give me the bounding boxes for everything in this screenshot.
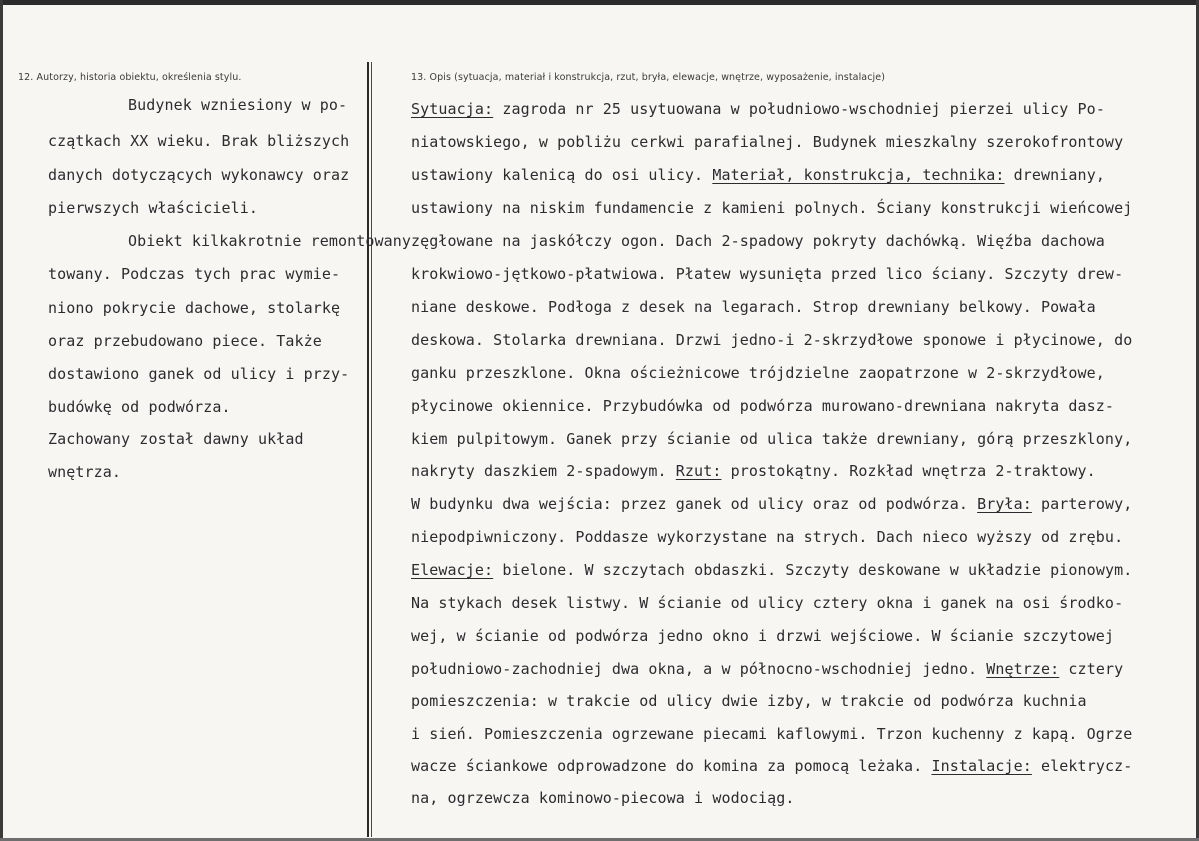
right-line-15 [411,561,1132,579]
right-line-18 [411,660,1123,678]
right-line-16: Na stykach desek listwy. W ścianie od ulicy cztery okna i ganek na osi środko- [411,594,1124,612]
text-line-12b: prostokątny. Rozkład wnętrza 2-traktowy. [721,462,1096,480]
text-line-15b: bielone. W szczytach obdaszki. Szczyty deskowane w układzie pionowym. [493,561,1133,579]
text-line-21b: elektrycz- [1031,757,1133,775]
page-edge-left [0,0,3,841]
section-12-label: 12. Autorzy, historia obiektu, określenia stylu. [18,72,242,83]
left-line-7: niono pokrycie dachowe, stolarkę [48,299,341,317]
heading-rzut: Rzut: [675,462,722,480]
column-divider-inner [371,62,372,837]
left-line-2: czątkach XX wieku. Brak bliższych [48,132,350,150]
left-line-11: Zachowany został dawny układ [48,430,304,448]
heading-elewacje: Elewacje: [411,561,494,579]
text-line-3b: drewniany, [1004,166,1105,184]
right-line-19: pomieszczenia: w trakcie od ulicy dwie izby, w trakcie od podwórza kuchnia [411,692,1087,710]
right-line-12 [411,462,1096,480]
heading-bryla: Bryła: [977,495,1032,513]
text-line-13b: parterowy, [1031,495,1133,513]
right-line-9: ganku przeszklone. Okna ościeżnicowe trójdzielne zaopatrzone w 2-skrzydłowe, [411,364,1105,382]
left-line-10: budówkę od podwórza. [48,398,231,416]
text-line-12a: nakryty daszkiem 2-spadowym. [411,462,676,480]
section-13-label: 13. Opis (sytuacja, materiał i konstrukcja, rzut, bryła, elewacje, wnętrze, wyposażenie, instalacje) [411,72,886,83]
heading-sytuacja: Sytuacja: [411,100,494,118]
text-line-18b: cztery [1059,660,1124,678]
right-line-3 [411,166,1105,184]
right-line-17: wej, w ścianie od podwórza jedno okno i drzwi wejściowe. W ścianie szczytowej [411,627,1115,645]
right-line-4: ustawiony na niskim fundamencie z kamieni polnych. Ściany konstrukcji wieńcowej [411,199,1133,217]
text-line-3a: ustawiony kalenicą do osi ulicy. [411,166,713,184]
right-line-11: kiem pulpitowym. Ganek przy ścianie od ulica także drewniany, górą przeszklony, [411,430,1133,448]
right-line-10: płycinowe okiennice. Przybudówka od podwórza murowano-drewniana nakryta dasz- [411,397,1115,415]
right-line-5: zęgłowane na jaskółczy ogon. Dach 2-spadowy pokryty dachówką. Więźba dachowa [411,232,1105,250]
left-line-6: towany. Podczas tych prac wymie- [48,265,341,283]
right-line-20: i sień. Pomieszczenia ogrzewane piecami kaflowymi. Trzon kuchenny z kapą. Ogrze [411,725,1133,743]
right-line-14: niepodpiwniczony. Poddasze wykorzystane na strych. Dach nieco wyższy od zrębu. [411,528,1124,546]
right-line-13 [411,495,1132,513]
right-line-7: niane deskowe. Podłoga z desek na legarach. Strop drewniany belkowy. Powała [411,298,1096,316]
heading-wnetrze: Wnętrze: [986,660,1060,678]
left-line-4: pierwszych właścicieli. [48,199,259,217]
left-line-3: danych dotyczących wykonawcy oraz [48,166,350,184]
text-line-13: W budynku dwa wejścia: przez ganek od ulicy oraz od podwórza. [411,495,978,513]
text-line-18a: południowo-zachodniej dwa okna, a w północno-wschodniej jedno. [411,660,987,678]
left-line-1: Budynek wzniesiony w po- [128,96,348,114]
text-line-21a: wacze ściankowe odprowadzone do komina za pomocą leżaka. [411,757,932,775]
page-edge-top [0,0,1199,5]
left-line-8: oraz przebudowano piece. Także [48,332,322,350]
left-line-12: wnętrza. [48,463,122,481]
heading-instalacje: Instalacje: [931,757,1032,775]
column-divider [367,62,369,837]
heading-material: Materiał, konstrukcja, technika: [712,166,1005,184]
left-line-9: dostawiono ganek od ulicy i przy- [48,365,350,383]
left-line-5: Obiekt kilkakrotnie remontowany [128,232,412,250]
text-line-1: zagroda nr 25 usytuowana w południowo-wschodniej pierzei ulicy Po- [493,100,1105,118]
right-line-8: deskowa. Stolarka drewniana. Drzwi jedno-i 2-skrzydłowe sponowe i płycinowe, do [411,331,1133,349]
right-line-2: niatowskiego, w pobliżu cerkwi parafialnej. Budynek mieszkalny szerokofrontowy [411,133,1124,151]
right-line-22: na, ogrzewcza kominowo-piecowa i wodociąg. [411,789,795,807]
right-line-21 [411,757,1132,775]
right-line-1 [411,100,1105,118]
right-line-6: krokwiowo-jętkowo-płatwiowa. Płatew wysunięta przed lico ściany. Szczyty drew- [411,265,1124,283]
